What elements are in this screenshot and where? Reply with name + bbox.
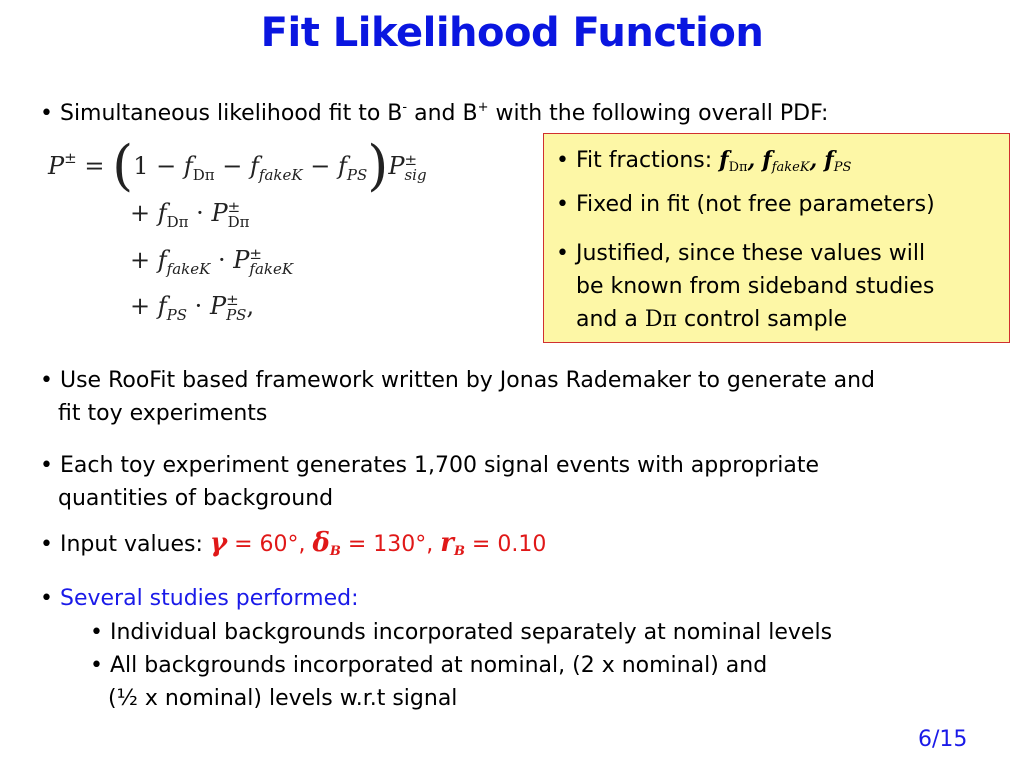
box-fixed: • Fixed in fit (not free parameters) xyxy=(556,192,935,217)
roofit-line-1: • Use RooFit based framework written by Jonas Rademaker to generate and xyxy=(40,368,875,393)
equation-row-1: $P^\pm = (1 - f_{D\pi} - f_{fakeK} - f_{PS})P\pm$ sig xyxy=(48,134,427,197)
sub-bullet-2: • All backgrounds incorporated at nominal, (2 x nominal) and xyxy=(90,653,768,678)
note-box xyxy=(543,133,1010,343)
slide-title: Fit Likelihood Function xyxy=(260,10,764,56)
sup-minus: - xyxy=(402,100,408,115)
equation-row-2: + $f_{D\pi} \cdot P\pm$ Dπ xyxy=(130,197,250,231)
intro-text: Simultaneous likelihood fit to B xyxy=(59,101,403,126)
toy-line-1: • Each toy experiment generates 1,700 signal events with appropriate xyxy=(40,453,819,478)
page-number: 6/15 xyxy=(918,727,968,752)
studies-line: • Several studies performed: xyxy=(40,586,359,611)
box-justified-2: be known from sideband studies xyxy=(576,274,935,299)
intro-and: and B xyxy=(407,101,478,126)
toy-line-2: quantities of background xyxy=(58,486,334,511)
sub-bullet-2-cont: (½ x nominal) levels w.r.t signal xyxy=(108,686,458,711)
roofit-line-2: fit toy experiments xyxy=(58,401,268,426)
input-values-line: • Input values: γ = 60°, δB = 130°, rB = 0.10 xyxy=(40,528,547,559)
box-fit-fractions: • Fit fractions: fDπ, ffakeK, fPS xyxy=(556,147,852,175)
intro-rest: with the following overall PDF: xyxy=(488,101,829,126)
bullet: • xyxy=(40,101,53,126)
sup-plus: + xyxy=(477,100,489,115)
equation-row-3: + $f_{fakeK} \cdot P\pm$ fakeK xyxy=(130,244,294,278)
equation-row-4: + $f_{PS} \cdot P\pm$ PS, xyxy=(130,290,255,324)
box-justified-1: • Justified, since these values will xyxy=(556,241,926,266)
sub-bullet-1: • Individual backgrounds incorporated separately at nominal levels xyxy=(90,620,833,645)
box-justified-3: and a Dπ control sample xyxy=(576,307,848,332)
intro-line xyxy=(40,91,828,130)
